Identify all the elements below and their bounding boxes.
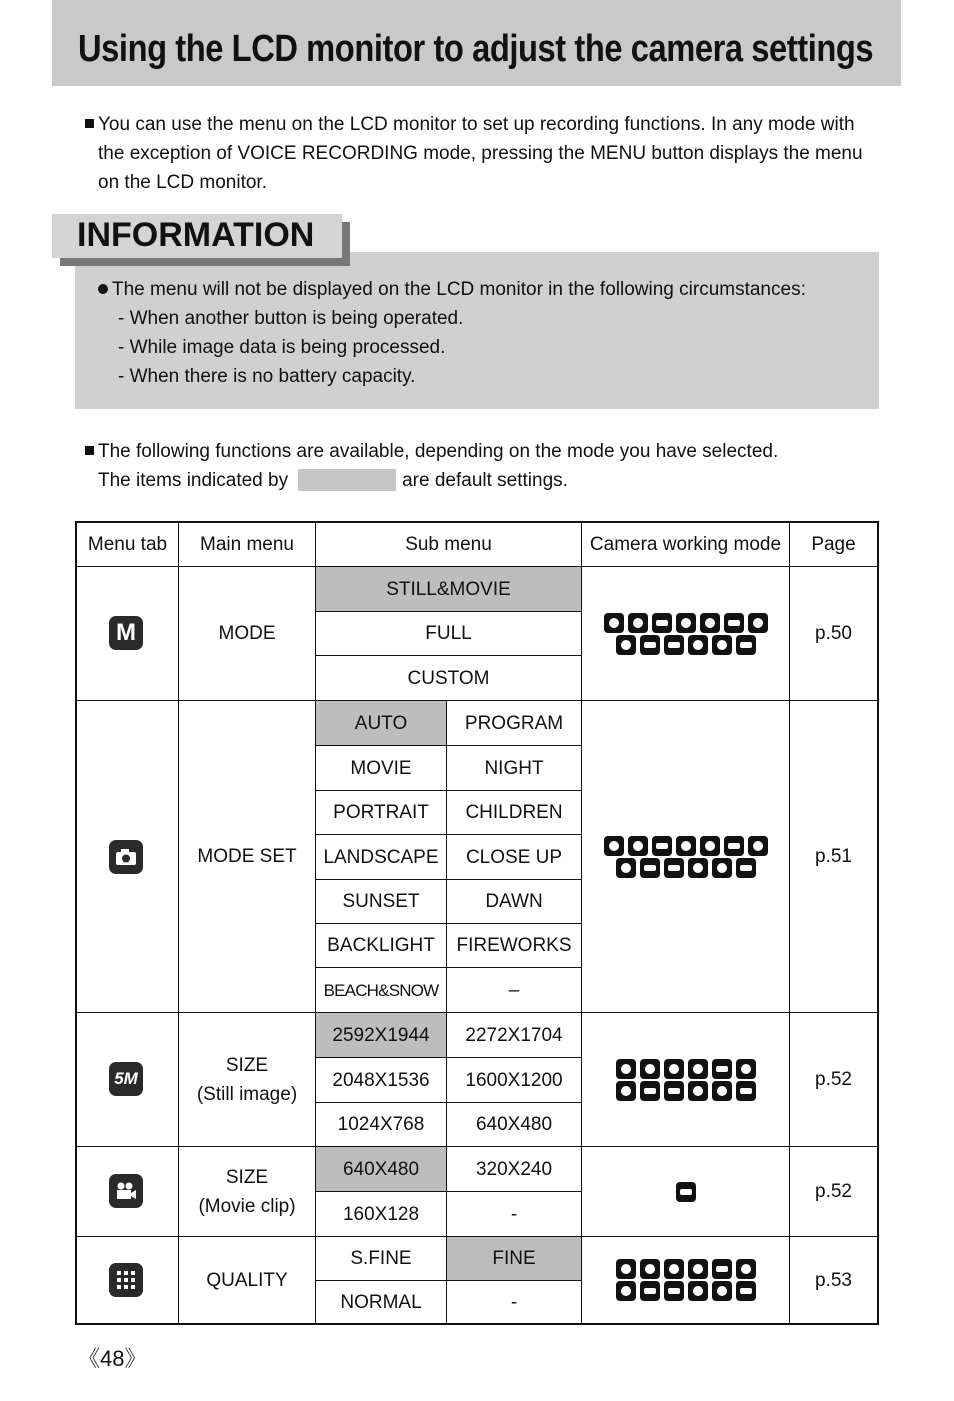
mode-tab-icon: M bbox=[109, 616, 143, 650]
sub-menu-item: - bbox=[510, 1291, 518, 1313]
movie-mode-icon bbox=[676, 1182, 696, 1202]
information-item: - When another button is being operated. bbox=[118, 308, 464, 329]
camera-mode-icons bbox=[582, 701, 789, 1012]
mode-icon bbox=[712, 1059, 732, 1079]
header-camera-mode: Camera working mode bbox=[589, 533, 782, 555]
mode-icon bbox=[640, 1081, 660, 1101]
functions-paragraph bbox=[85, 437, 778, 495]
information-heading: INFORMATION bbox=[77, 216, 315, 254]
sub-menu-item: LANDSCAPE bbox=[323, 846, 439, 868]
bullet-dot-icon bbox=[98, 284, 108, 294]
intro-line: on the LCD monitor. bbox=[98, 172, 267, 193]
main-menu-mode: MODE bbox=[218, 623, 276, 644]
page-ref: p.50 bbox=[815, 623, 852, 644]
functions-line: The items indicated by bbox=[98, 470, 289, 491]
mode-icon bbox=[712, 1081, 732, 1101]
mode-icon bbox=[640, 1059, 660, 1079]
main-menu-size-still bbox=[179, 1013, 315, 1146]
mode-icon bbox=[616, 1259, 636, 1279]
table-border bbox=[75, 521, 77, 1325]
main-menu-quality: QUALITY bbox=[206, 1269, 288, 1291]
intro-line: the exception of VOICE RECORDING mode, pressing the MENU button displays the menu bbox=[98, 143, 863, 164]
mode-icon bbox=[664, 1281, 684, 1301]
sub-menu-item: STILL&MOVIE bbox=[386, 578, 511, 600]
header-page: Page bbox=[811, 533, 856, 555]
size-tab-icon: 5M bbox=[109, 1062, 143, 1096]
mode-icon bbox=[616, 1281, 636, 1301]
main-menu-size-movie bbox=[179, 1147, 315, 1236]
sub-menu-item: BEACH&SNOW bbox=[323, 980, 439, 1000]
sub-menu-item: AUTO bbox=[354, 712, 408, 734]
mode-icon bbox=[736, 858, 756, 878]
sub-menu-item: - bbox=[510, 1203, 518, 1225]
mode-icon bbox=[712, 635, 732, 655]
mode-icon bbox=[736, 1059, 756, 1079]
mode-icon bbox=[712, 1259, 732, 1279]
mode-icon bbox=[676, 613, 696, 633]
mode-icon bbox=[628, 836, 648, 856]
header-sub-menu: Sub menu bbox=[405, 533, 492, 555]
sub-menu-item: NIGHT bbox=[484, 757, 544, 779]
sub-menu-item: 160X128 bbox=[342, 1203, 420, 1225]
camera-mode-icons bbox=[582, 567, 789, 700]
mode-icon bbox=[700, 613, 720, 633]
mode-icon bbox=[640, 1281, 660, 1301]
main-menu-label: SIZE bbox=[225, 1166, 269, 1188]
sub-menu-item: 640X480 bbox=[342, 1158, 420, 1180]
mode-icon bbox=[712, 858, 732, 878]
sub-menu-item: 2592X1944 bbox=[332, 1024, 430, 1046]
sub-menu-item: FINE bbox=[492, 1248, 536, 1269]
main-menu-mode-set: MODE SET bbox=[197, 846, 297, 867]
mode-icon bbox=[616, 1059, 636, 1079]
mode-icon bbox=[688, 635, 708, 655]
sub-menu-item: CHILDREN bbox=[465, 802, 563, 823]
mode-icon bbox=[616, 635, 636, 655]
sub-menu-item: 1600X1200 bbox=[465, 1069, 563, 1091]
sub-menu-item: CUSTOM bbox=[407, 667, 490, 689]
mode-icon bbox=[664, 858, 684, 878]
sub-menu-item: S.FINE bbox=[350, 1248, 412, 1269]
page-title: Using the LCD monitor to adjust the camera settings bbox=[78, 28, 874, 70]
camera-mode-icons bbox=[582, 1147, 789, 1236]
sub-menu-item: FULL bbox=[425, 623, 472, 644]
mode-icon bbox=[604, 613, 624, 633]
mode-icon bbox=[712, 1281, 732, 1301]
sub-menu-item: FIREWORKS bbox=[456, 935, 572, 956]
mode-icon bbox=[736, 1281, 756, 1301]
header-main-menu: Main menu bbox=[200, 533, 294, 555]
main-menu-label: (Still image) bbox=[196, 1083, 298, 1105]
intro-paragraph bbox=[85, 110, 863, 197]
mode-icon bbox=[640, 635, 660, 655]
mode-icon bbox=[664, 635, 684, 655]
sub-menu-item: 2048X1536 bbox=[332, 1069, 430, 1091]
page-ref: p.52 bbox=[815, 1181, 852, 1202]
functions-line: The following functions are available, depending on the mode you have selected. bbox=[98, 441, 779, 462]
mode-icon bbox=[640, 858, 660, 878]
page-ref: p.53 bbox=[815, 1269, 852, 1291]
sub-menu-item: DAWN bbox=[485, 891, 543, 912]
mode-icon bbox=[676, 836, 696, 856]
information-item: - When there is no battery capacity. bbox=[118, 366, 416, 387]
information-text bbox=[98, 275, 806, 391]
main-menu-label: (Movie clip) bbox=[198, 1195, 296, 1217]
information-item: - While image data is being processed. bbox=[118, 337, 446, 358]
mode-icon bbox=[736, 1259, 756, 1279]
movie-tab-icon bbox=[109, 1174, 143, 1208]
camera-mode-icons bbox=[582, 1237, 789, 1323]
sub-menu-item: – bbox=[508, 979, 520, 1001]
mode-icon bbox=[664, 1059, 684, 1079]
sub-menu-item: 640X480 bbox=[475, 1114, 553, 1135]
mode-icon bbox=[664, 1259, 684, 1279]
table-border bbox=[877, 521, 879, 1325]
sub-menu-item: NORMAL bbox=[340, 1291, 422, 1313]
mode-icon bbox=[664, 1081, 684, 1101]
mode-icon bbox=[616, 1081, 636, 1101]
mode-icon bbox=[604, 836, 624, 856]
functions-line: are default settings. bbox=[402, 470, 568, 491]
page-number: 《48》 bbox=[78, 1346, 147, 1371]
table-border bbox=[75, 1323, 879, 1325]
bullet-square-icon bbox=[85, 446, 94, 455]
sub-menu-item: 2272X1704 bbox=[465, 1024, 563, 1046]
sub-menu-item: MOVIE bbox=[350, 757, 412, 779]
mode-icon bbox=[652, 613, 672, 633]
mode-icon bbox=[652, 836, 672, 856]
sub-menu-item: SUNSET bbox=[342, 891, 420, 912]
quality-tab-icon bbox=[109, 1263, 143, 1297]
mode-icon bbox=[748, 613, 768, 633]
camera-mode-icons bbox=[582, 1013, 789, 1146]
mode-icon bbox=[688, 858, 708, 878]
mode-icon bbox=[736, 1081, 756, 1101]
sub-menu-item: CLOSE UP bbox=[465, 846, 563, 868]
main-menu-label: SIZE bbox=[225, 1054, 269, 1076]
mode-icon bbox=[700, 836, 720, 856]
sub-menu-item: PROGRAM bbox=[464, 712, 564, 734]
bullet-square-icon bbox=[85, 119, 94, 128]
information-lead: The menu will not be displayed on the LCD monitor in the following circumstances: bbox=[112, 279, 806, 300]
sub-menu-item: PORTRAIT bbox=[333, 802, 429, 823]
camera-tab-icon bbox=[109, 840, 143, 874]
mode-icon bbox=[688, 1081, 708, 1101]
page-ref: p.52 bbox=[815, 1069, 852, 1090]
mode-icon bbox=[688, 1259, 708, 1279]
mode-icon bbox=[640, 1259, 660, 1279]
header-menu-tab: Menu tab bbox=[87, 533, 168, 555]
mode-icon bbox=[688, 1059, 708, 1079]
default-setting-swatch bbox=[298, 469, 396, 491]
sub-menu-item: 320X240 bbox=[475, 1158, 553, 1180]
page-ref: p.51 bbox=[815, 846, 852, 867]
mode-icon bbox=[616, 858, 636, 878]
sub-menu-item: BACKLIGHT bbox=[327, 935, 435, 956]
intro-line: You can use the menu on the LCD monitor to set up recording functions. In any mode with bbox=[98, 114, 855, 135]
mode-icon bbox=[628, 613, 648, 633]
mode-icon bbox=[724, 613, 744, 633]
mode-icon bbox=[724, 836, 744, 856]
mode-icon bbox=[748, 836, 768, 856]
sub-menu-item: 1024X768 bbox=[337, 1114, 425, 1135]
mode-icon bbox=[736, 635, 756, 655]
mode-icon bbox=[688, 1281, 708, 1301]
